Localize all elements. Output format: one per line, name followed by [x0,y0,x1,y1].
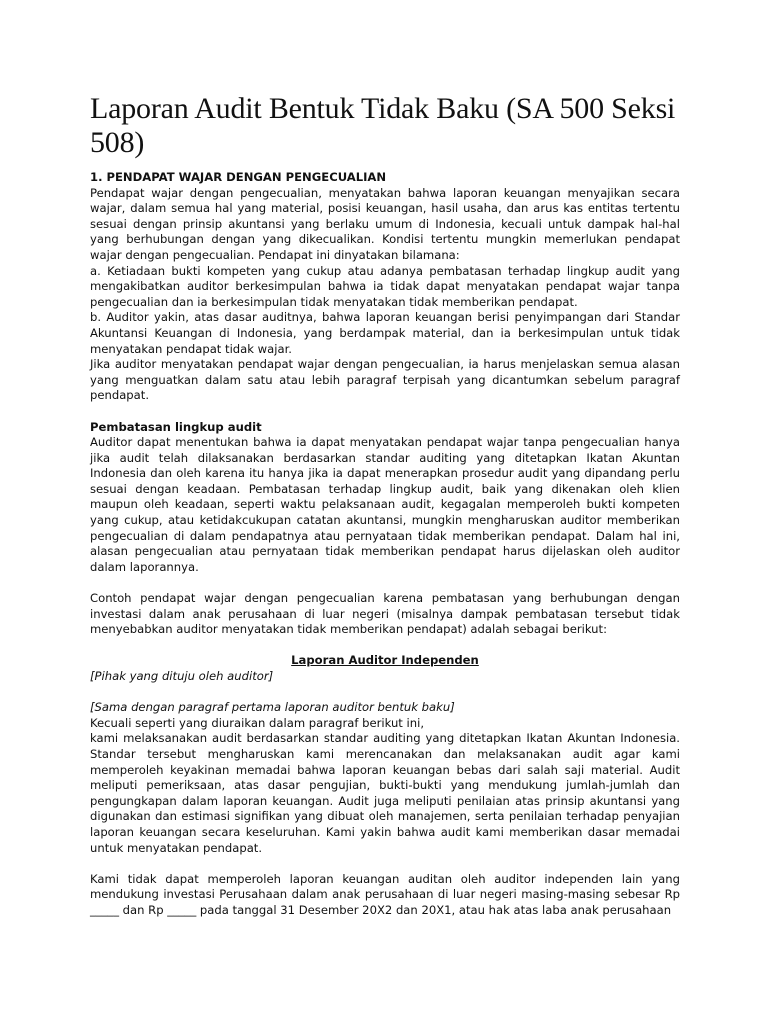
spacer [90,575,680,591]
paragraph-example-intro: Contoh pendapat wajar dengan pengecualian karena pembatasan yang berhubungan dengan investasi dalam anak perusahaan di luar negeri (misalnya dampak pembatasan tersebut tidak menyebabkan auditor menyatakan tidak memberikan pendapat) adalah sebagai berikut: [90,591,680,637]
spacer [90,856,680,872]
section-heading-pendapat-wajar: 1. PENDAPAT WAJAR DENGAN PENGECUALIAN [90,170,387,184]
spacer [90,685,680,701]
paragraph-explanation: Jika auditor menyatakan pendapat wajar dengan pengecualian, ia harus menjelaskan semua alasan yang menguatkan dalam satu atau lebih paragraf terpisah yang dicantumkan sebelum paragraf pendapat. [90,357,680,403]
report-paragraph-scope: kami melaksanakan audit berdasarkan standar auditing yang ditetapkan Ikatan Akuntan Indonesia. Standar tersebut mengharuskan kami merencanakan dan melaksanakan audit agar kami memperoleh keyakinan memadai bahwa laporan keuangan bebas dari salah saji material. Audit meliputi pemeriksaan, atas dasar pengujian, bukti-bukti yang mendukung jumlah-jumlah dan pengungkapan dalam laporan keuangan. Audit juga meliputi penilaian atas prinsip akuntansi yang digunakan dan estimasi signifikan yang dibuat oleh manajemen, serta penilaian terhadap penyajian laporan keuangan secara keseluruhan. Kami yakin bahwa audit kami memberikan dasar memadai untuk menyatakan pendapat. [90,731,680,855]
report-same-paragraph-note: [Sama dengan paragraf pertama laporan auditor bentuk baku] [90,700,455,715]
spacer [90,404,680,420]
document-body [90,170,680,919]
paragraph-scope-limitation: Auditor dapat menentukan bahwa ia dapat menyatakan pendapat wajar tanpa pengecualian hanya jika audit telah dilaksanakan berdasarkan standar auditing yang ditetapkan Ikatan Akuntan Indonesia dan oleh karena itu hanya jika ia dapat menerapkan prosedur audit yang dipandang perlu sesuai dengan keadaan. Pembatasan terhadap lingkup audit, baik yang dikenakan oleh klien maupun oleh keadaan, seperti waktu pelaksanaan audit, kegagalan memperoleh bukti kompeten yang cukup, atau ketidakcukupan catatan akuntansi, mungkin mengharuskan auditor memberikan pengecualian di dalam pendapatnya atau pernyataan tidak memberikan pendapat. Dalam hal ini, alasan pengecualian atau pernyataan tidak memberikan pendapat harus dijelaskan oleh auditor dalam laporannya. [90,435,680,574]
document-title: Laporan Audit Bentuk Tidak Baku (SA 500 Seksi 508) [90,92,676,159]
report-heading: Laporan Auditor Independen [291,653,479,668]
document-page [90,92,680,919]
section-heading-pembatasan: Pembatasan lingkup audit [90,419,262,434]
spacer [90,638,680,654]
report-addressee: [Pihak yang dituju oleh auditor] [90,669,274,683]
report-paragraph-investment: Kami tidak dapat memperoleh laporan keuangan auditan oleh auditor independen lain yang mendukung investasi Perusahaan dalam anak perusahaan di luar negeri masing-masing sebesar Rp _____ dan Rp _____ pada tanggal 31 Desember 20X2 dan 20X1, atau hak atas laba anak perusahaan [90,871,680,917]
paragraph-definition: Pendapat wajar dengan pengecualian, menyatakan bahwa laporan keuangan menyajikan secara wajar, dalam semua hal yang material, posisi keuangan, hasil usaha, dan arus kas entitas tertentu sesuai dengan prinsip akuntansi yang berlaku umum di Indonesia, kecuali untuk dampak hal-hal yang berhubungan dengan yang dikecualikan. Kondisi tertentu mungkin memerlukan pendapat wajar dengan pengecualian. Pendapat ini dinyatakan bilamana: [90,185,680,262]
report-line-except: Kecuali seperti yang diuraikan dalam paragraf berikut ini, [90,715,425,730]
list-item-b: b. Auditor yakin, atas dasar auditnya, bahwa laporan keuangan berisi penyimpangan dari Standar Akuntansi Keuangan di Indonesia, yang berdampak material, dan ia berkesimpulan untuk tidak menyatakan pendapat tidak wajar. [90,310,680,356]
list-item-a: a. Ketiadaan bukti kompeten yang cukup atau adanya pembatasan terhadap lingkup audit yang mengakibatkan auditor berkesimpulan bahwa ia tidak dapat menyatakan pendapat wajar tanpa pengecualian dan ia berkesimpulan tidak menyatakan tidak memberikan pendapat. [90,263,680,309]
